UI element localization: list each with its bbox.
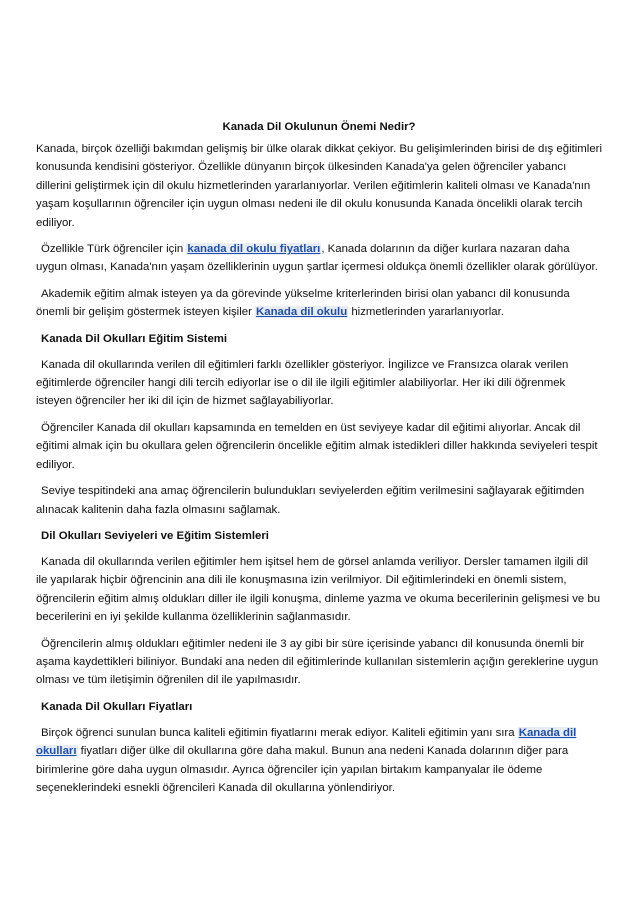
heading-levels-systems: Dil Okulları Seviyeleri ve Eğitim Sistemleri: [41, 529, 269, 542]
heading-education-system: Kanada Dil Okulları Eğitim Sistemi: [41, 332, 228, 345]
document-page: [36, 120, 602, 805]
paragraph-languages: Kanada dil okullarında verilen dil eğitimleri farklı özellikler gösteriyor. İngilizce ve Fransızca olarak verilen eğitimlerde öğrenciler hangi dili tercih ediyorlar ise o dil ile ilgili eğitimler alabiliyorlar. Her iki dili öğrenmek isteyen öğrenciler her iki dil için de hizmet sağlayabiliyorlar.: [36, 358, 569, 408]
paragraph-intro: Kanada, birçok özelliği bakımdan gelişmiş bir ülke olarak dikkat çekiyor. Bu gelişimlerinden birisi de dış eğitimleri konusunda kendisini gösteriyor. Özellikle dünyanın birçok ülkesinden Kanada'ya gelen öğrenciler yabancı dillerini geliştirmek için dil okulu hizmetlerinden yararlanıyorlar. Verilen eğitimlerin kaliteli olması ve Kanada'nın yaşam koşullarının öğrenciler için uygun olması nedeni ile dil okulu konusunda Kanada öncelikli olarak tercih ediliyor.: [36, 143, 602, 229]
paragraph-text: Birçok öğrenci sunulan bunca kaliteli eğitimin fiyatlarını merak ediyor. Kaliteli eğitimin yanı sıra: [41, 726, 518, 739]
paragraph-level-test: Seviye tespitindeki ana amaç öğrencilerin bulundukları seviyelerden eğitim verilmesini sağlayarak eğitimden alınacak kalitenin daha fazla olmasını sağlamak.: [36, 485, 585, 516]
paragraph-text: , Kanada dolarının da diğer kurlara nazaran daha uygun olması, Kanada'nın yaşam özelliklerinin uygun şartlar içermesi oldukça önemli özellikler olarak görülüyor.: [36, 243, 598, 274]
paragraph-progress: Öğrencilerin almış oldukları eğitimler nedeni ile 3 ay gibi bir süre içerisinde yabancı dil konusunda önemli bir aşama kaydettikleri biliniyor. Bundaki ana neden dil eğitimlerinde kullanılan sistemlerin açığın gereklerine uygun olması ve tüm iletişimin öğrenilen dil ile yapılmasıdır.: [36, 637, 599, 687]
paragraph-prices: [36, 724, 602, 798]
paragraph-text: fiyatları diğer ülke dil okullarına göre daha makul. Bunun ana nedeni Kanada dolarının diğer para birimlerine göre daha uygun olmasıdır. Ayrıca öğrenciler için yapılan birtakım kampanyalar ile ödeme seçeneklerindeki esnekli öğrencileri Kanada dil okullarına yönlendiriyor.: [36, 745, 569, 794]
document-title: Kanada Dil Okulunun Önemi Nedir?: [222, 121, 416, 133]
paragraph-academic: [36, 285, 602, 322]
link-kanada-dil-okullari[interactable]: Kanada dil okulları: [36, 726, 577, 758]
link-kanada-dil-okulu-fiyatlari[interactable]: kanada dil okulu fiyatları: [187, 243, 321, 256]
link-kanada-dil-okulu[interactable]: Kanada dil okulu: [256, 306, 348, 319]
paragraph-text: hizmetlerinden yararlanıyorlar.: [348, 306, 504, 319]
heading-prices: Kanada Dil Okulları Fiyatları: [41, 700, 193, 713]
paragraph-teaching-method: Kanada dil okullarında verilen eğitimler hem işitsel hem de görsel anlamda veriliyor. Dersler tamamen ilgili dil ile yapılarak hiçbir öğrencinin ana dili ile konuşmasına izin verilmiyor. Dil eğitimlerindeki en önemli sistem, öğrencilerin eğitim almış oldukları diller ile ilgili konuşma, dinleme yazma ve okuma becerilerinin gelişmesi ve bu becerilerini en iyi şekilde kullanma özelliklerinin sağlanmasıdır.: [36, 555, 601, 624]
paragraph-levels: Öğrenciler Kanada dil okulları kapsamında en temelden en üst seviyeye kadar dil eğitimi alıyorlar. Ancak dil eğitimi almak için bu okullara gelen öğrencilerin öncelikle eğitim almak istedikleri diller hakkında seviyeleri tespit ediliyor.: [36, 421, 598, 471]
paragraph-turkish-students: [36, 240, 602, 277]
paragraph-text: Akademik eğitim almak isteyen ya da görevinde yükselme kriterlerinden birisi olan yabancı dil konusunda önemli bir gelişim göstermek isteyen kişiler: [36, 287, 570, 319]
paragraph-text: Özellikle Türk öğrenciler için: [41, 243, 187, 256]
